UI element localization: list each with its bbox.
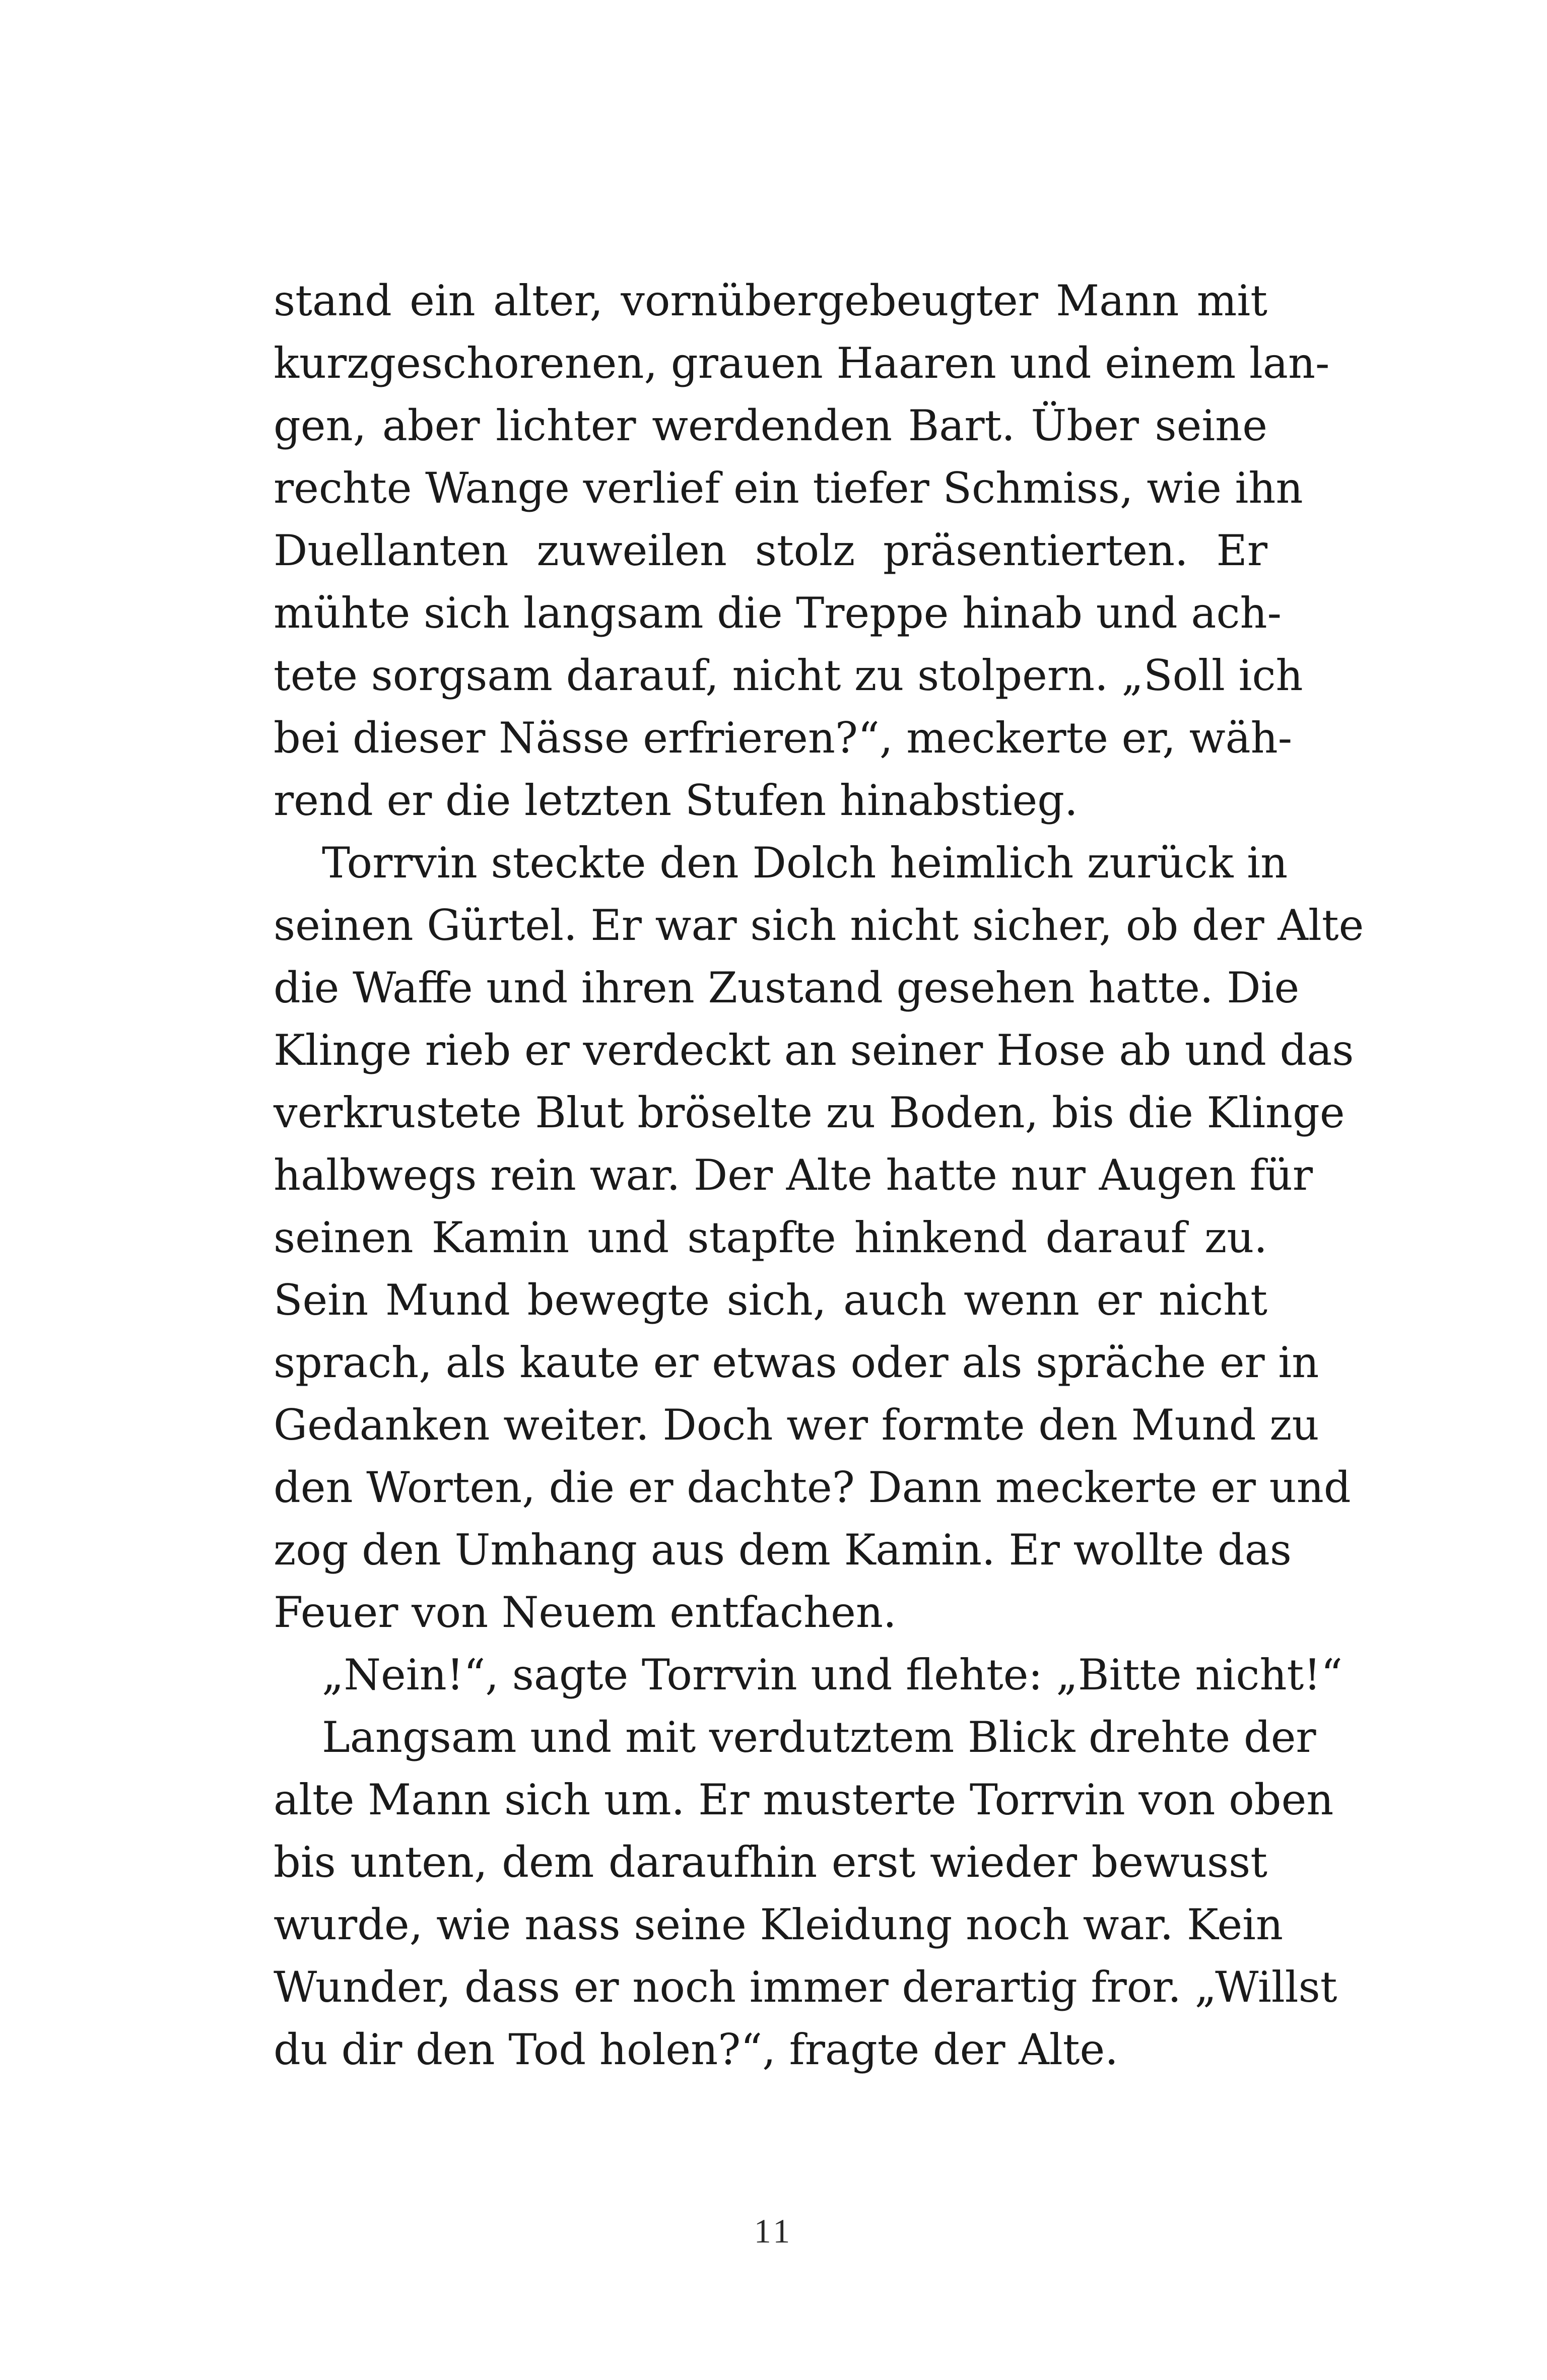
text-line: alte Mann sich um. Er musterte Torrvin von oben	[274, 1775, 1334, 1824]
text-line: „Nein!“, sagte Torrvin und flehte: „Bitte nicht!“	[322, 1650, 1343, 1699]
paragraph	[274, 269, 1330, 832]
text-line: die Waffe und ihren Zustand gesehen hatte. Die	[274, 963, 1300, 1012]
text-line: Sein Mund bewegte sich, auch wenn er nicht	[274, 1275, 1267, 1325]
text-line: Gedanken weiter. Doch wer formte den Mund zu	[274, 1400, 1319, 1450]
text-line: wurde, wie nass seine Kleidung noch war. Kein	[274, 1900, 1284, 1949]
text-line: Klinge rieb er verdeckt an seiner Hose ab und das	[274, 1026, 1354, 1075]
text-line: verkrustete Blut bröselte zu Boden, bis die Klinge	[274, 1088, 1345, 1137]
text-line: zog den Umhang aus dem Kamin. Er wollte das	[274, 1525, 1292, 1575]
text-line: halbwegs rein war. Der Alte hatte nur Augen für	[274, 1150, 1313, 1200]
text-line: du dir den Tod holen?“, fragte der Alte.	[274, 2025, 1118, 2074]
paragraph	[274, 832, 1364, 1644]
text-line: Torrvin steckte den Dolch heimlich zurück in	[322, 838, 1288, 888]
text-line: sprach, als kaute er etwas oder als spräche er in	[274, 1338, 1319, 1387]
text-line: mühte sich langsam die Treppe hinab und ach-	[274, 588, 1282, 638]
text-line: Feuer von Neuem entfachen.	[274, 1588, 897, 1637]
text-line: seinen Gürtel. Er war sich nicht sicher, ob der Alte	[274, 901, 1364, 950]
text-line: kurzgeschorenen, grauen Haaren und einem lan-	[274, 338, 1330, 388]
text-line: rend er die letzten Stufen hinabstieg.	[274, 776, 1078, 825]
text-line: tete sorgsam darauf, nicht zu stolpern. „Soll ich	[274, 651, 1303, 700]
page-number: 11	[754, 2212, 793, 2250]
text-line: den Worten, die er dachte? Dann meckerte er und	[274, 1463, 1351, 1512]
text-line: bei dieser Nässe erfrieren?“, meckerte er, wäh-	[274, 713, 1293, 763]
text-line: Langsam und mit verdutztem Blick drehte der	[322, 1713, 1316, 1762]
text-line: Duellanten zuweilen stolz präsentierten. Er	[274, 526, 1267, 575]
text-line: seinen Kamin und stapfte hinkend darauf zu.	[274, 1213, 1267, 1262]
body-text	[274, 269, 1364, 2081]
text-line: gen, aber lichter werdenden Bart. Über seine	[274, 401, 1267, 450]
text-line: Wunder, dass er noch immer derartig fror. „Willst	[274, 1962, 1337, 2012]
text-line: rechte Wange verlief ein tiefer Schmiss, wie ihn	[274, 463, 1303, 513]
paragraph	[274, 1644, 1343, 1706]
text-line: stand ein alter, vornübergebeugter Mann mit	[274, 276, 1267, 325]
text-line: bis unten, dem daraufhin erst wieder bewusst	[274, 1838, 1267, 1887]
paragraph	[274, 1706, 1337, 2081]
